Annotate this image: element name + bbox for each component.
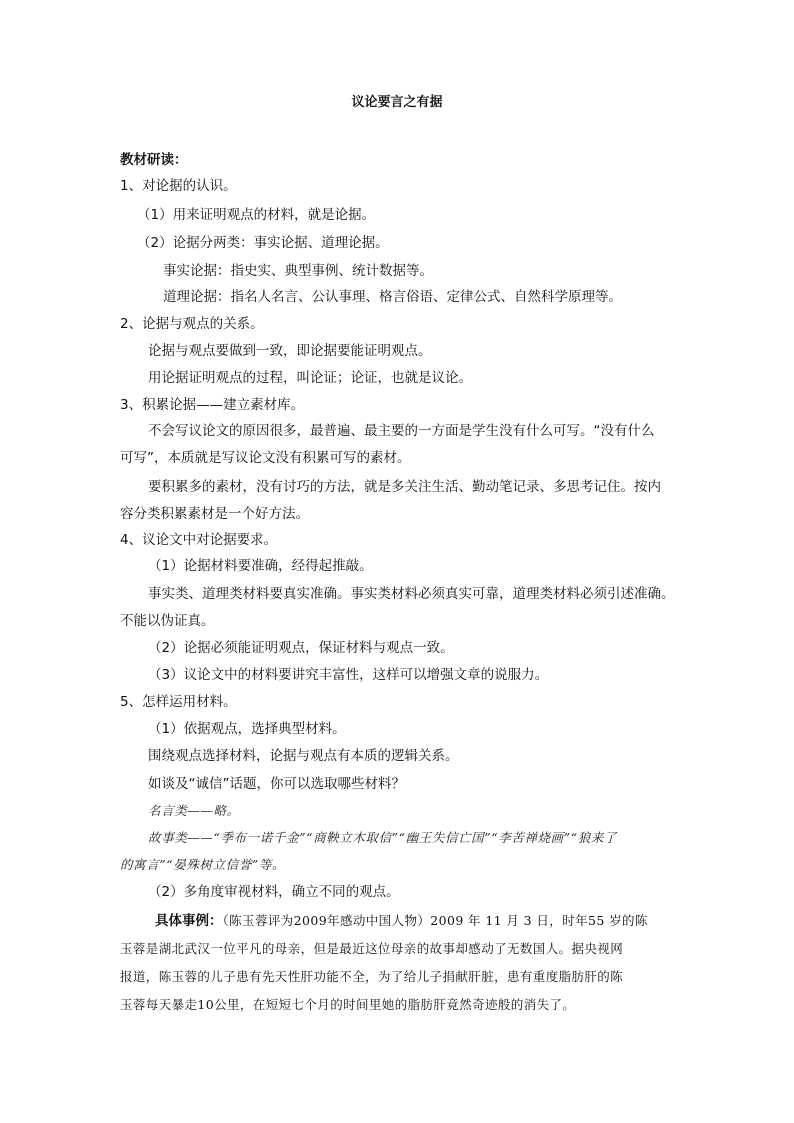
section-heading-1: 1、对论据的认识。 — [120, 178, 237, 194]
document-title: 议论要言之有据 — [351, 95, 443, 110]
section-heading-3: 3、积累论据——建立素材库。 — [120, 397, 305, 413]
paragraph-line: 不能以伪证真。 — [120, 613, 215, 629]
paragraph-line: （2）论据分两类：事实论据、道理论据。 — [137, 235, 389, 251]
paragraph-line: 如谈及“诚信”话题，你可以选取哪些材料？ — [148, 776, 405, 792]
paragraph-line: 事实类、道理类材料要真实准确。事实类材料必须真实可靠，道理类材料必须引述准确。 — [148, 586, 675, 602]
paragraph-line: 道理论据：指名人名言、公认事理、格言俗语、定律公式、自然科学原理等。 — [163, 289, 622, 305]
example-line: 玉蓉每天暴走10公里，在短短七个月的时间里她的脂肪肝竟然奇迹般的消失了。 — [120, 997, 576, 1012]
section-heading-5: 5、怎样运用材料。 — [120, 694, 237, 710]
quote-line: 名言类——略。 — [148, 803, 240, 818]
section-heading-4: 4、议论文中对论据要求。 — [120, 532, 278, 548]
paragraph-line: （3）议论文中的材料要讲究丰富性，这样可以增强文章的说服力。 — [148, 667, 549, 683]
paragraph-line: （2）多角度审视材料，确立不同的观点。 — [148, 884, 400, 900]
paragraph-line: 可写”，本质就是写议论文没有积累可写的素材。 — [120, 450, 411, 466]
paragraph-line: （1）用来证明观点的材料，就是论据。 — [137, 207, 376, 223]
paragraph-line: （1）论据材料要准确，经得起推敲。 — [148, 558, 373, 574]
paragraph-line: 事实论据：指史实、典型事例、统计数据等。 — [163, 263, 433, 279]
example-label: 具体事例： — [155, 913, 223, 929]
story-line: 故事类——“季布一诺千金”“商鞅立木取信”“幽王失信亡国”“李苦禅烧画”“狼来了 — [148, 830, 618, 845]
story-line: 的寓言”“晏殊树立信誉”等。 — [120, 857, 286, 872]
section-heading-study: 教材研读： — [120, 152, 188, 168]
paragraph-line: 围绕观点选择材料，论据与观点有本质的逻辑关系。 — [148, 748, 459, 764]
example-line: 报道，陈玉蓉的儿子患有先天性肝功能不全，为了给儿子捐献肝脏，患有重度脂肪肝的陈 — [120, 969, 624, 984]
example-paragraph-first-line — [155, 912, 648, 930]
paragraph-line: （2）论据必须能证明观点，保证材料与观点一致。 — [148, 640, 454, 656]
paragraph-line: （1）依据观点，选择典型材料。 — [148, 721, 346, 737]
paragraph-line: 用论据证明观点的过程，叫论证；论证，也就是议论。 — [148, 370, 472, 386]
section-heading-2: 2、论据与观点的关系。 — [120, 316, 264, 332]
example-text: （陈玉蓉评为2009年感动中国人物）2009 年 11 月 3 日，时年55 岁的陈 — [222, 913, 648, 928]
paragraph-line: 不会写议论文的原因很多，最普遍、最主要的一方面是学生没有什么可写。“没有什么 — [148, 423, 655, 439]
paragraph-line: 论据与观点要做到一致，即论据要能证明观点。 — [148, 343, 432, 359]
paragraph-line: 容分类积累素材是一个好方法。 — [120, 506, 309, 522]
paragraph-line: 要积累多的素材，没有讨巧的方法，就是多关注生活、勤动笔记录、多思考记住。按内 — [148, 479, 661, 495]
example-line: 玉蓉是湖北武汉一位平凡的母亲，但是最近这位母亲的故事却感动了无数国人。据央视网 — [120, 941, 624, 956]
